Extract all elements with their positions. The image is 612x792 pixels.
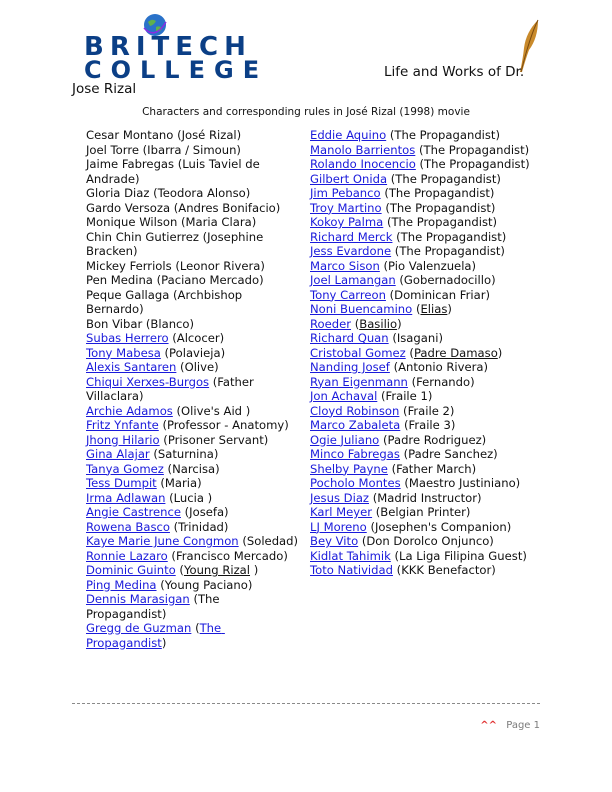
actor-name-link[interactable]: Manolo Barrientos (310, 142, 416, 157)
character-role: (Trinidad) (173, 519, 229, 534)
cast-entry (86, 476, 302, 491)
actor-name-link[interactable]: Rowena Basco (86, 519, 170, 534)
cast-entry (86, 375, 302, 404)
actor-name: Jaime Fabregas (86, 157, 175, 171)
character-role: (Olive) (180, 360, 219, 374)
cast-entry (310, 491, 538, 506)
cast-entry (86, 331, 302, 346)
character-role: (Josephine Bracken) (86, 229, 267, 258)
cast-entry (86, 549, 302, 564)
character-role: (The Propagandist) (386, 215, 498, 229)
cast-entry (310, 230, 538, 245)
actor-name-link[interactable]: Kidlat Tahimik (310, 548, 391, 563)
actor-name-link[interactable]: Ogie Juliano (310, 432, 380, 447)
character-role: (Blanco) (145, 316, 195, 331)
cast-entry (86, 273, 302, 288)
character-role: (Belgian Printer) (375, 505, 471, 519)
cast-entry (86, 462, 302, 477)
character-role: (Padre Rodriguez) (382, 432, 487, 447)
role-underlined: Basilio (359, 316, 398, 331)
actor-name-link[interactable]: Ping Medina (86, 577, 157, 592)
actor-name-link[interactable]: Marco Sison (310, 258, 380, 273)
cast-entry (310, 534, 538, 549)
character-role: (The Propagandist) (394, 244, 505, 258)
role-underlined: Elias (420, 302, 448, 316)
actor-name-link[interactable]: Angie Castrence (86, 505, 181, 519)
actor-name-link[interactable]: Gilbert Onida (310, 171, 388, 186)
cast-entry (310, 346, 538, 361)
actor-name-link[interactable]: Jess Evardone (310, 244, 392, 258)
character-role: (Antonio Rivera) (393, 360, 489, 374)
actor-name-link[interactable]: Jhong Hilario (86, 432, 160, 447)
role-suffix: ) (161, 635, 167, 650)
cast-entry (86, 317, 302, 332)
cast-entry (310, 215, 538, 230)
character-role: (Alcocer) (172, 331, 225, 345)
page-footer (480, 720, 540, 731)
actor-name-link[interactable]: Archie Adamos (86, 403, 173, 418)
character-role: (Madrid Instructor) (372, 490, 482, 505)
cast-entry (310, 302, 538, 317)
actor-name-link[interactable]: Cristobal Gomez (310, 345, 406, 360)
character-role: (Fernando) (411, 374, 475, 389)
actor-name: Monique Wilson (86, 215, 178, 229)
actor-name-link[interactable]: LJ Moreno (310, 519, 367, 534)
cast-entry (310, 563, 538, 578)
cast-entry (310, 418, 538, 433)
actor-name-link[interactable]: Jesus Diaz (310, 490, 370, 505)
header-title-continued: Jose Rizal (72, 81, 137, 97)
actor-name-link[interactable]: Fritz Ynfante (86, 418, 159, 432)
actor-name: Joel Torre (86, 142, 139, 157)
cast-entry (310, 505, 538, 520)
character-role: (Don Dorolco Onjunco) (361, 534, 494, 548)
cast-entry (86, 520, 302, 535)
character-role: (Young Paciano) (160, 577, 253, 592)
character-role: (Archbishop Bernardo) (86, 287, 246, 316)
cast-entry (86, 578, 302, 593)
character-role: (Paciano Mercado) (156, 273, 264, 287)
role-underlined: Padre Damaso (413, 345, 498, 360)
character-role: (Isagani) (392, 331, 443, 345)
actor-name-link[interactable]: Jim Pebanco (310, 186, 381, 200)
cast-entry (310, 360, 538, 375)
actor-name-link[interactable]: Roeder (310, 316, 352, 331)
cast-entry (310, 462, 538, 477)
cast-entry (86, 418, 302, 433)
cast-entry (86, 128, 302, 143)
character-role: (Leonor Rivera) (175, 258, 265, 273)
character-role: (Father Villaclara) (86, 374, 258, 403)
actor-name-link[interactable]: Dominic Guinto (86, 563, 176, 577)
actor-name-link[interactable]: Kaye Marie June Congmon (86, 534, 239, 548)
actor-name-link[interactable]: Richard Merck (310, 229, 393, 244)
back-to-top-icon[interactable]: ^^ (480, 720, 498, 731)
cast-entry (310, 273, 538, 288)
britech-college-logo (84, 12, 306, 84)
actor-name: Mickey Ferriols (86, 258, 172, 273)
cast-entry (310, 186, 538, 201)
character-role: (The Propagandist) (390, 171, 501, 186)
logo-line-1: BRITECH (84, 32, 252, 62)
character-role (416, 302, 452, 316)
cast-entry (86, 404, 302, 419)
character-role: (Father March) (391, 461, 477, 476)
character-role: (Maestro Justiniano) (404, 476, 521, 490)
actor-name-link[interactable]: Tanya Gomez (86, 461, 164, 476)
role-underlined: Young Rizal (183, 563, 251, 577)
actor-name-link[interactable]: Kokoy Palma (310, 215, 384, 229)
cast-entry (86, 186, 302, 201)
cast-entry (310, 244, 538, 259)
cast-entry (86, 592, 302, 621)
character-role: (Lucia ) (169, 490, 213, 505)
role-suffix: ) (447, 302, 452, 316)
character-role: (Dominican Friar) (389, 287, 490, 302)
actor-name-link[interactable]: Troy Martino (310, 200, 382, 215)
role-prefix: ( (179, 563, 184, 577)
character-role: (The Propagandist) (384, 186, 495, 200)
actor-name: Bon Vibar (86, 316, 143, 331)
cast-entry (86, 534, 302, 549)
cast-entry (86, 215, 302, 230)
actor-name-link[interactable]: Pocholo Montes (310, 476, 401, 490)
actor-name-link[interactable]: Jon Achaval (310, 389, 378, 403)
character-role: (The Propagandist) (419, 142, 530, 157)
character-role: (Soledad) (242, 534, 299, 548)
character-role: (Andres Bonifacio) (173, 200, 281, 215)
actor-name-link[interactable]: Karl Meyer (310, 505, 373, 519)
cast-entry (310, 404, 538, 419)
actor-name-link[interactable]: Shelby Payne (310, 461, 388, 476)
character-role: (José Rizal) (177, 128, 242, 142)
actor-name-link[interactable]: Gina Alajar (86, 447, 150, 461)
cast-entry (310, 549, 538, 564)
actor-name-link[interactable]: Ryan Eigenmann (310, 374, 408, 389)
logo-line-2: COLLEGE (84, 56, 269, 84)
character-role: (The Propagandist) (396, 229, 507, 244)
character-role: (Ibarra / Simoun) (142, 142, 241, 157)
character-role: (Saturnina) (153, 447, 219, 461)
actor-name-link[interactable]: Richard Quan (310, 331, 389, 345)
character-role: (Fraile 1) (380, 389, 433, 403)
actor-name-link[interactable]: Toto Natividad (310, 563, 393, 577)
actor-name-link[interactable]: Chiqui Xerxes-Burgos (86, 374, 210, 389)
cast-entry (86, 360, 302, 375)
cast-entry (310, 259, 538, 274)
actor-name: Peque Gallaga (86, 287, 170, 302)
actor-name-link[interactable]: Gregg de Guzman (86, 621, 192, 635)
character-role: (Francisco Mercado) (171, 548, 288, 563)
cast-entry (310, 201, 538, 216)
actor-name: Gloria Diaz (86, 186, 150, 200)
character-role (409, 346, 502, 360)
cast-entry (86, 505, 302, 520)
actor-name-link[interactable]: Cloyd Robinson (310, 403, 400, 418)
cast-entry (310, 143, 538, 158)
character-role: (Fraile 3) (403, 418, 456, 432)
character-role: (Padre Sanchez) (403, 447, 498, 461)
page-number: Page 1 (506, 720, 540, 731)
actor-name-link[interactable]: Ronnie Lazaro (86, 548, 168, 563)
character-role: (Prisoner Servant) (163, 432, 269, 447)
actor-name-link[interactable]: Minco Fabregas (310, 447, 400, 461)
character-role (179, 563, 258, 577)
cast-entry (310, 433, 538, 448)
character-role: (Fraile 2) (403, 403, 455, 418)
cast-entry (310, 157, 538, 172)
actor-name-link[interactable]: Marco Zabaleta (310, 418, 401, 432)
cast-entry (310, 172, 538, 187)
character-role: (Josefa) (184, 505, 229, 519)
header-title: Life and Works of Dr. (384, 64, 525, 80)
character-role: (Maria) (160, 476, 202, 490)
footer-divider (72, 703, 540, 704)
role-link[interactable]: The Propagandist (86, 621, 225, 650)
actor-name-link[interactable]: Bey Vito (310, 534, 359, 548)
cast-entry (310, 520, 538, 535)
character-role: (The Propagandist) (385, 200, 496, 215)
character-role: (Narcisa) (167, 461, 220, 476)
cast-entry (310, 447, 538, 462)
cast-entry (86, 259, 302, 274)
actor-name-link[interactable]: Noni Buencamino (310, 302, 413, 316)
cast-list-left (86, 128, 302, 650)
actor-name-link[interactable]: Joel Lamangan (310, 273, 396, 287)
character-role: (Gobernadocillo) (399, 273, 496, 287)
cast-entry (86, 621, 302, 650)
cast-entry (86, 230, 302, 259)
document-title: Characters and corresponding rules in José Rizal (1998) movie (142, 106, 470, 118)
actor-name-link[interactable]: Alexis Santaren (86, 360, 177, 374)
cast-entry (86, 157, 302, 186)
character-role: (Olive's Aid ) (176, 403, 251, 418)
character-role: (KKK Benefactor) (396, 563, 496, 577)
character-role: (Polavieja) (164, 345, 226, 360)
actor-name-link[interactable]: Nanding Josef (310, 360, 390, 374)
cast-entry (86, 433, 302, 448)
actor-name-link[interactable]: Eddie Aquino (310, 128, 387, 142)
role-prefix: ( (409, 345, 414, 360)
actor-name-link[interactable]: Subas Herrero (86, 331, 169, 345)
character-role: (Maria Clara) (181, 215, 257, 229)
cast-entry (310, 375, 538, 390)
cast-entry (86, 563, 302, 578)
cast-entry (86, 201, 302, 216)
character-role: (Luis Taviel de Andrade) (86, 157, 264, 186)
logo-wordmark (84, 34, 268, 82)
role-suffix: ) (250, 563, 259, 577)
actor-name: Cesar Montano (86, 128, 174, 142)
actor-name-link[interactable]: Dennis Marasigan (86, 592, 190, 606)
cast-entry (86, 346, 302, 361)
character-role (355, 317, 402, 331)
role-suffix: ) (497, 345, 503, 360)
character-role: (La Liga Filipina Guest) (394, 548, 527, 563)
cast-entry (86, 288, 302, 317)
cast-entry (310, 317, 538, 332)
character-role: (The Propagandist) (389, 128, 501, 142)
actor-name-link[interactable]: Irma Adlawan (86, 490, 166, 505)
cast-entry (86, 143, 302, 158)
character-role: (Pio Valenzuela) (383, 258, 477, 273)
role-prefix: ( (415, 302, 421, 316)
character-role: (The Propagandist) (86, 592, 224, 621)
role-prefix: ( (195, 621, 200, 635)
actor-name: Chin Chin Gutierrez (86, 229, 199, 244)
cast-entry (310, 331, 538, 346)
actor-name: Pen Medina (86, 273, 153, 287)
cast-entry (310, 288, 538, 303)
actor-name-link[interactable]: Tony Mabesa (86, 345, 161, 360)
character-role: (Professor - Anatomy) (162, 418, 289, 432)
actor-name: Gardo Versoza (86, 200, 171, 215)
actor-name-link[interactable]: Tess Dumpit (86, 476, 157, 490)
cast-entry (310, 476, 538, 491)
cast-list-right (310, 128, 538, 578)
cast-entry (86, 447, 302, 462)
cast-entry (86, 491, 302, 506)
actor-name-link[interactable]: Rolando Inocencio (310, 157, 416, 171)
character-role: (Josephen's Companion) (370, 519, 512, 534)
cast-entry (310, 128, 538, 143)
character-role: (The Propagandist) (419, 157, 530, 171)
cast-entry (310, 389, 538, 404)
role-prefix: ( (354, 316, 360, 331)
role-suffix: ) (397, 316, 402, 331)
character-role: (Teodora Alonso) (153, 186, 251, 200)
actor-name-link[interactable]: Tony Carreon (310, 287, 386, 302)
